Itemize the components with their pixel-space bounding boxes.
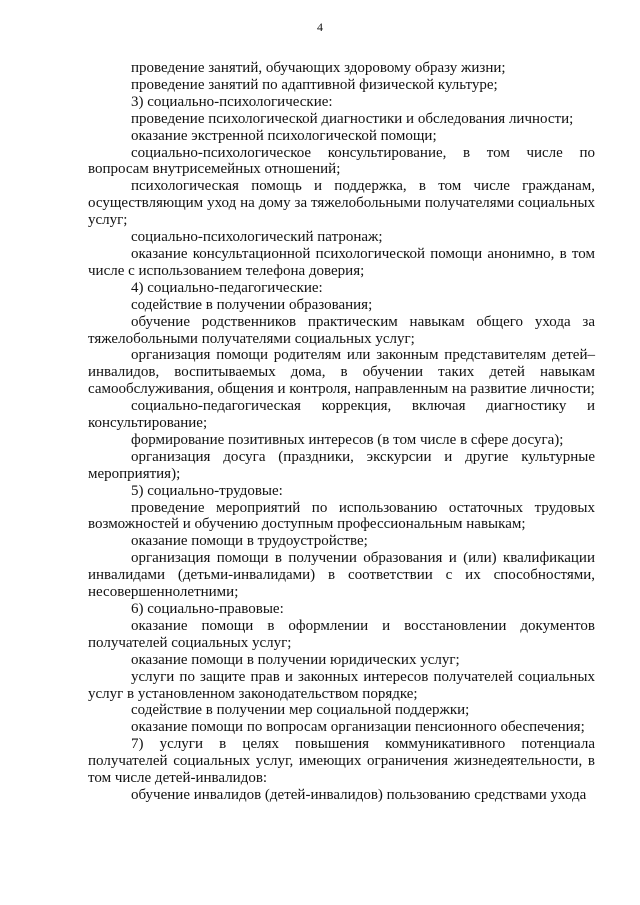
- paragraph: оказание помощи по вопросам организации пенсионного обеспечения;: [131, 719, 585, 736]
- paragraph: социально-психологический патронаж;: [131, 229, 383, 246]
- paragraph: социально-педагогическая коррекция, включая диагностику и консультирование;: [88, 398, 595, 432]
- document-body: [88, 60, 595, 804]
- section-heading: 7) услуги в целях повышения коммуникативного потенциала получателей социальных услуг, имеющих ограничения жизнедеятельности, в том числе детей-инвалидов:: [88, 736, 595, 787]
- section-heading: 6) социально-правовые:: [131, 601, 284, 617]
- section-heading: 4) социально-педагогические:: [131, 279, 323, 296]
- paragraph: проведение занятий, обучающих здоровому образу жизни;: [131, 60, 506, 76]
- section-heading: 5) социально-трудовые:: [131, 482, 283, 499]
- paragraph: содействие в получении мер социальной поддержки;: [131, 702, 470, 719]
- paragraph: организация досуга (праздники, экскурсии и другие культурные мероприятия);: [88, 448, 595, 482]
- section-heading: 3) социально-психологические:: [131, 93, 333, 110]
- paragraph: содействие в получении образования;: [131, 296, 373, 313]
- paragraph: организация помощи родителям или законным представителям детей–инвалидов, воспитываемых дома, в обучении таких детей навыкам самообслуживания, общения и контроля, направленным на развитие личности;: [88, 347, 595, 398]
- paragraph: оказание помощи в трудоустройстве;: [131, 533, 368, 550]
- paragraph: оказание консультационной психологической помощи анонимно, в том числе с использованием телефона доверия;: [88, 245, 595, 279]
- paragraph: проведение мероприятий по использованию остаточных трудовых возможностей и обучению доступным профессиональным навыкам;: [88, 499, 595, 533]
- paragraph: формирование позитивных интересов (в том числе в сфере досуга);: [131, 431, 564, 448]
- paragraph: обучение инвалидов (детей-инвалидов) пользованию средствами ухода: [131, 786, 587, 803]
- paragraph: проведение занятий по адаптивной физической культуре;: [131, 76, 498, 93]
- paragraph: проведение психологической диагностики и обследования личности;: [131, 110, 574, 127]
- paragraph: обучение родственников практическим навыкам общего ухода за тяжелобольными получателями социальных услуг;: [88, 313, 595, 347]
- paragraph: услуги по защите прав и законных интересов получателей социальных услуг в установленном законодательством порядке;: [88, 668, 595, 702]
- paragraph: оказание экстренной психологической помощи;: [131, 127, 437, 144]
- paragraph: оказание помощи в оформлении и восстановлении документов получателей социальных услуг;: [88, 617, 595, 651]
- paragraph: оказание помощи в получении юридических услуг;: [131, 651, 460, 668]
- paragraph: организация помощи в получении образования и (или) квалификации инвалидами (детьми-инвалидами) в соответствии с их способностями, несовершеннолетними;: [88, 550, 595, 601]
- paragraph: социально-психологическое консультирование, в том числе по вопросам внутрисемейных отношений;: [88, 144, 595, 178]
- paragraph: психологическая помощь и поддержка, в том числе гражданам, осуществляющим уход на дому за тяжелобольными получателями социальных услуг;: [88, 178, 595, 229]
- page-number: 4: [317, 20, 323, 34]
